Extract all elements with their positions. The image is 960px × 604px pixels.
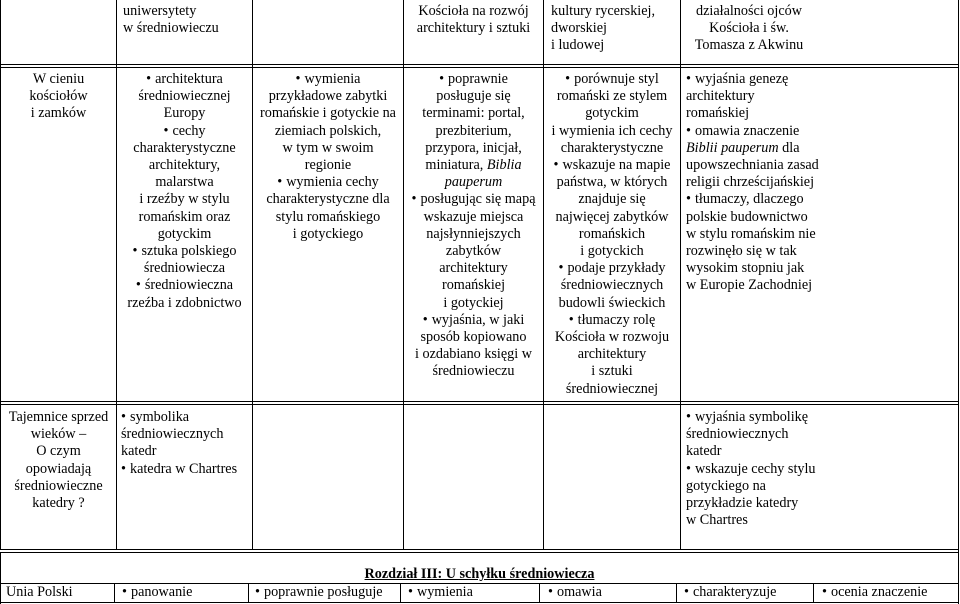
row-divider bbox=[0, 549, 959, 550]
col-divider bbox=[114, 584, 115, 603]
cell-line bbox=[117, 209, 252, 226]
chapter-title bbox=[1, 566, 958, 583]
text-run: wskazuje na mapie bbox=[562, 157, 671, 174]
cell-line: uniwersytety bbox=[123, 3, 197, 19]
bullet-item bbox=[121, 461, 251, 478]
text-run: rzeźba i zdobnictwo bbox=[127, 294, 242, 311]
text-run: wymienia bbox=[304, 71, 361, 87]
top-cell-universities bbox=[123, 3, 219, 37]
bullet-icon: • bbox=[121, 409, 126, 425]
text-run: architektura bbox=[155, 71, 223, 87]
cell-line bbox=[404, 329, 543, 346]
cell-line bbox=[544, 381, 680, 398]
text-run: pauperum bbox=[444, 174, 503, 191]
text-run: i rzeźby w stylu bbox=[139, 191, 230, 208]
text-run: gotyckim bbox=[585, 105, 639, 122]
topic-cell-union bbox=[6, 584, 73, 601]
text-run: budowli świeckich bbox=[558, 294, 666, 311]
cell-line bbox=[404, 174, 543, 191]
top-cell-church-role bbox=[404, 3, 543, 37]
cell-line: ocenia znaczenie bbox=[830, 584, 928, 600]
cell-line bbox=[686, 260, 956, 277]
bullet-item bbox=[686, 409, 956, 426]
text-run: romański ze stylem bbox=[556, 88, 668, 105]
cell-line bbox=[117, 260, 252, 277]
text-run: katedr bbox=[686, 443, 722, 460]
text-run: średniowieczna bbox=[144, 277, 234, 294]
bullet-item bbox=[121, 409, 251, 426]
cell-line bbox=[686, 277, 956, 294]
cell-line: Tomasza z Akwinu bbox=[694, 37, 804, 54]
cell-line bbox=[686, 226, 956, 243]
row-divider bbox=[0, 401, 959, 402]
bullet-item bbox=[686, 123, 956, 140]
bullet-icon: • bbox=[422, 311, 428, 328]
cell-line bbox=[686, 426, 956, 443]
row-divider bbox=[0, 552, 959, 553]
text-run: tłumaczy, dlaczego bbox=[694, 191, 804, 208]
bullet-icon: • bbox=[553, 157, 559, 174]
text-run: średniowiecznych bbox=[121, 426, 224, 443]
cell-line bbox=[686, 512, 956, 529]
top-cell-culture bbox=[551, 3, 655, 55]
cell-line bbox=[117, 295, 252, 312]
text-run: średniowiecza bbox=[143, 260, 226, 277]
cell-line bbox=[686, 157, 956, 174]
bullet-item bbox=[686, 461, 956, 478]
cell-line bbox=[686, 174, 956, 191]
col-divider bbox=[400, 584, 401, 603]
cell-line bbox=[117, 157, 252, 174]
bullet-icon: • bbox=[295, 71, 301, 87]
text-run: i ozdabiano księgi w bbox=[414, 346, 533, 363]
cell-line bbox=[404, 363, 543, 380]
text-run: posługując się mapą bbox=[420, 191, 536, 208]
text-run: w stylu romańskim nie bbox=[686, 225, 816, 242]
cell-line bbox=[253, 226, 403, 243]
bullet-item bbox=[404, 312, 543, 329]
text-run: w Europie Zachodniej bbox=[686, 277, 813, 294]
cell-line: panowanie bbox=[130, 584, 193, 600]
text-run: najsłynniejszych bbox=[426, 225, 521, 242]
col-divider bbox=[248, 584, 249, 603]
content-cell-castles bbox=[117, 71, 252, 312]
text-run: wyjaśnia symbolikę bbox=[694, 409, 809, 425]
bullet-item bbox=[117, 243, 252, 260]
text-run: cechy bbox=[172, 122, 206, 139]
text-run: i wymienia ich cechy bbox=[551, 122, 673, 139]
text-run: romańskich bbox=[578, 225, 646, 242]
text-run: regionie bbox=[304, 157, 352, 174]
text-run: wskazuje cechy stylu bbox=[694, 460, 816, 477]
cell-line bbox=[253, 157, 403, 174]
text-run: polskie budownictwo bbox=[686, 208, 808, 225]
requirements-cell-castles-extended bbox=[404, 71, 543, 381]
text-run: przykładzie katedry bbox=[686, 495, 799, 512]
cell-line: Tajemnice sprzed bbox=[8, 409, 109, 425]
requirements-cell-castles-excellent bbox=[686, 71, 956, 295]
cell-line bbox=[544, 346, 680, 363]
cell-line bbox=[404, 243, 543, 260]
cell-line: opowiadają bbox=[25, 460, 92, 477]
bullet-icon: • bbox=[565, 71, 571, 87]
cell-line: wieków – bbox=[30, 426, 87, 443]
cell-line: i ludowej bbox=[551, 37, 605, 54]
text-run: dla bbox=[778, 139, 800, 156]
text-run: przypora, inicjał, bbox=[425, 139, 522, 156]
cell-line bbox=[253, 191, 403, 208]
bullet-icon: • bbox=[684, 584, 689, 600]
cell-line bbox=[544, 88, 680, 105]
bullet-icon: • bbox=[686, 122, 691, 139]
cell-line bbox=[544, 105, 680, 122]
text-run: i gotyckiego bbox=[292, 225, 364, 242]
cell-line bbox=[253, 123, 403, 140]
text-run: średniowiecznych bbox=[686, 426, 789, 443]
cell-line bbox=[404, 346, 543, 363]
requirements-cell-castles-basic bbox=[253, 71, 403, 243]
bullet-icon: • bbox=[686, 409, 691, 425]
text-run: podaje przykłady bbox=[567, 260, 666, 277]
text-run: architektury bbox=[686, 88, 755, 105]
cell-line bbox=[686, 140, 956, 157]
text-run: i gotyckich bbox=[580, 243, 644, 260]
requirements-cell-castles-advanced bbox=[544, 71, 680, 398]
cell-line bbox=[544, 277, 680, 294]
text-run: malarstwa bbox=[155, 174, 214, 191]
cell-line: dworskiej bbox=[551, 20, 607, 37]
col-divider bbox=[680, 0, 681, 550]
bullet-item bbox=[404, 191, 543, 208]
cell-line bbox=[121, 443, 251, 460]
cell-line bbox=[117, 226, 252, 243]
bottom-item bbox=[255, 584, 383, 601]
text-run: Europy bbox=[163, 105, 206, 122]
bullet-item bbox=[544, 260, 680, 277]
text-run: znajduje się bbox=[578, 191, 646, 208]
text-run: architektury, bbox=[148, 157, 221, 174]
bullet-item bbox=[117, 123, 252, 140]
cell-line: poprawnie posługuje bbox=[263, 584, 383, 600]
cell-line bbox=[686, 243, 956, 260]
cell-line: kultury rycerskiej, bbox=[551, 3, 656, 19]
col-divider bbox=[813, 584, 814, 603]
cell-line bbox=[117, 88, 252, 105]
text-run: katedra w Chartres bbox=[129, 460, 238, 477]
text-run: gotyckiego na bbox=[686, 477, 766, 494]
text-run: i gotyckiej bbox=[443, 294, 504, 311]
cell-line bbox=[253, 88, 403, 105]
cell-line bbox=[686, 209, 956, 226]
text-run: symbolika bbox=[129, 409, 190, 425]
text-run: romańskim oraz bbox=[138, 208, 231, 225]
cell-line bbox=[404, 140, 543, 157]
text-run: romańskie i gotyckie na bbox=[260, 105, 396, 122]
cell-line bbox=[544, 295, 680, 312]
bullet-item bbox=[544, 71, 680, 88]
cell-line bbox=[544, 191, 680, 208]
bullet-item bbox=[686, 71, 956, 88]
cell-line bbox=[544, 174, 680, 191]
text-run: średniowiecznych bbox=[560, 277, 664, 294]
cell-line: Unia Polski bbox=[6, 584, 73, 600]
cell-line bbox=[686, 105, 956, 122]
cell-line bbox=[253, 209, 403, 226]
bullet-icon: • bbox=[686, 460, 691, 477]
cell-line bbox=[117, 174, 252, 191]
cell-line bbox=[404, 295, 543, 312]
cell-line bbox=[404, 105, 543, 122]
text-run: zabytków bbox=[445, 243, 502, 260]
bullet-item bbox=[686, 191, 956, 208]
cell-line: w średniowieczu bbox=[123, 20, 219, 37]
bullet-icon: • bbox=[277, 174, 283, 191]
cell-line: i zamków bbox=[30, 105, 87, 122]
text-run: poprawnie bbox=[448, 71, 508, 87]
text-run: religii chrześcijańskiej bbox=[686, 174, 815, 191]
bullet-icon: • bbox=[121, 460, 126, 477]
cell-line bbox=[544, 363, 680, 380]
text-run: Biblii pauperum bbox=[686, 139, 779, 156]
text-run: architektury bbox=[439, 260, 508, 277]
topic-cell-castles bbox=[1, 71, 116, 123]
text-run: przykładowe zabytki bbox=[268, 88, 388, 105]
cell-line bbox=[253, 140, 403, 157]
bottom-item bbox=[822, 584, 927, 601]
cell-line bbox=[544, 123, 680, 140]
cell-line: kościołów bbox=[29, 88, 88, 105]
cell-line bbox=[117, 140, 252, 157]
top-cell-church-fathers bbox=[681, 3, 817, 55]
cell-line: W cieniu bbox=[32, 71, 85, 87]
bullet-icon: • bbox=[163, 122, 169, 139]
bullet-item bbox=[544, 312, 680, 329]
cell-line bbox=[686, 478, 956, 495]
text-run: wskazuje miejsca bbox=[423, 208, 524, 225]
bullet-icon: • bbox=[122, 584, 127, 600]
cell-line: charakteryzuje bbox=[692, 584, 777, 600]
bottom-item bbox=[684, 584, 776, 601]
text-run: średniowiecznej bbox=[138, 88, 231, 105]
bullet-icon: • bbox=[132, 243, 138, 260]
cell-line bbox=[686, 495, 956, 512]
content-cell-cathedrals bbox=[121, 409, 251, 478]
text-run: architektury bbox=[577, 346, 647, 363]
text-run: romańskiej bbox=[441, 277, 506, 294]
bullet-item bbox=[117, 71, 252, 88]
cell-line bbox=[121, 426, 251, 443]
bottom-item bbox=[548, 584, 602, 601]
text-run: wyjaśnia genezę bbox=[694, 71, 789, 87]
requirements-cell-cathedrals-excellent bbox=[686, 409, 956, 529]
cell-line bbox=[404, 209, 543, 226]
cell-line: omawia bbox=[556, 584, 602, 600]
text-run: upowszechniania zasad bbox=[686, 157, 819, 174]
text-run: stylu romańskiego bbox=[275, 208, 381, 225]
bullet-icon: • bbox=[686, 191, 691, 208]
bullet-item bbox=[404, 71, 543, 88]
cell-line: katedry ? bbox=[32, 495, 85, 512]
cell-line: O czym bbox=[36, 443, 81, 460]
col-divider bbox=[539, 584, 540, 603]
cell-line bbox=[117, 105, 252, 122]
text-run: porównuje styl bbox=[574, 71, 659, 87]
text-run: w Chartres bbox=[686, 512, 748, 529]
text-run: średniowiecznej bbox=[565, 380, 659, 397]
text-run: wymienia cechy bbox=[286, 174, 379, 191]
text-run: charakterystyczne bbox=[133, 139, 236, 156]
text-run: wyjaśnia, w jaki bbox=[431, 311, 525, 328]
bullet-item bbox=[253, 71, 403, 88]
text-run: charakterystyczne bbox=[560, 139, 664, 156]
text-run: państwa, w których bbox=[556, 174, 668, 191]
bullet-item bbox=[544, 157, 680, 174]
cell-line bbox=[404, 260, 543, 277]
bullet-item bbox=[253, 174, 403, 191]
cell-line bbox=[117, 191, 252, 208]
cell-line bbox=[544, 209, 680, 226]
cell-line bbox=[404, 157, 543, 174]
text-run: Kościoła w rozwoju bbox=[554, 329, 670, 346]
bullet-icon: • bbox=[548, 584, 553, 600]
cell-line bbox=[404, 226, 543, 243]
text-run: romańskiej bbox=[686, 105, 750, 122]
cell-line bbox=[544, 329, 680, 346]
text-run: terminami: portal, bbox=[422, 105, 525, 122]
text-run: w tym w swoim bbox=[282, 139, 374, 156]
text-run: sposób kopiowano bbox=[420, 329, 527, 346]
text-run: Biblia bbox=[486, 157, 522, 174]
chapter-title-text: Rozdział III: U schyłku średniowiecza bbox=[364, 566, 595, 582]
bottom-item bbox=[122, 584, 192, 601]
text-run: wysokim stopniu jak bbox=[686, 260, 805, 277]
cell-line bbox=[544, 243, 680, 260]
bullet-icon: • bbox=[822, 584, 827, 600]
row-divider bbox=[0, 602, 959, 603]
text-run: posługuje się bbox=[436, 88, 511, 105]
cell-line: wymienia bbox=[416, 584, 473, 600]
cell-line: Kościoła i św. bbox=[709, 20, 789, 37]
cell-line bbox=[544, 140, 680, 157]
cell-line: działalności ojców bbox=[696, 3, 802, 19]
text-run: rozwinęło się w tak bbox=[686, 243, 797, 260]
text-run: prezbiterium, bbox=[435, 122, 512, 139]
text-run: katedr bbox=[121, 443, 157, 460]
bullet-icon: • bbox=[408, 584, 413, 600]
bullet-icon: • bbox=[135, 277, 141, 294]
text-run: sztuka polskiego bbox=[141, 243, 237, 260]
text-run: średniowieczu bbox=[432, 363, 515, 380]
col-divider bbox=[958, 0, 959, 604]
bullet-icon: • bbox=[558, 260, 564, 277]
text-run: miniatura, bbox=[425, 157, 487, 174]
bullet-icon: • bbox=[146, 71, 152, 87]
text-run: i sztuki bbox=[591, 363, 633, 380]
cell-line: Kościoła na rozwój bbox=[418, 3, 529, 19]
bullet-icon: • bbox=[411, 191, 417, 208]
bullet-icon: • bbox=[568, 311, 574, 328]
cell-line bbox=[404, 123, 543, 140]
text-run: charakterystyczne dla bbox=[266, 191, 390, 208]
bullet-icon: • bbox=[686, 71, 691, 87]
bottom-item bbox=[408, 584, 473, 601]
cell-line bbox=[544, 226, 680, 243]
text-run: najwięcej zabytków bbox=[555, 208, 669, 225]
bullet-icon: • bbox=[255, 584, 260, 600]
cell-line: architektury i sztuki bbox=[416, 20, 531, 37]
cell-line bbox=[253, 105, 403, 122]
cell-line bbox=[404, 88, 543, 105]
text-run: omawia znaczenie bbox=[694, 122, 800, 139]
bullet-icon: • bbox=[439, 71, 445, 87]
col-divider bbox=[676, 584, 677, 603]
bullet-item bbox=[117, 277, 252, 294]
text-run: ziemiach polskich, bbox=[274, 122, 382, 139]
cell-line bbox=[404, 277, 543, 294]
cell-line: średniowieczne bbox=[14, 477, 103, 494]
row-divider bbox=[0, 404, 959, 405]
cell-line bbox=[686, 443, 956, 460]
row-divider bbox=[0, 67, 959, 68]
text-run: gotyckim bbox=[157, 225, 212, 242]
cell-line bbox=[686, 88, 956, 105]
text-run: tłumaczy rolę bbox=[577, 311, 656, 328]
topic-cell-cathedrals bbox=[1, 409, 116, 512]
row-divider bbox=[0, 64, 959, 65]
